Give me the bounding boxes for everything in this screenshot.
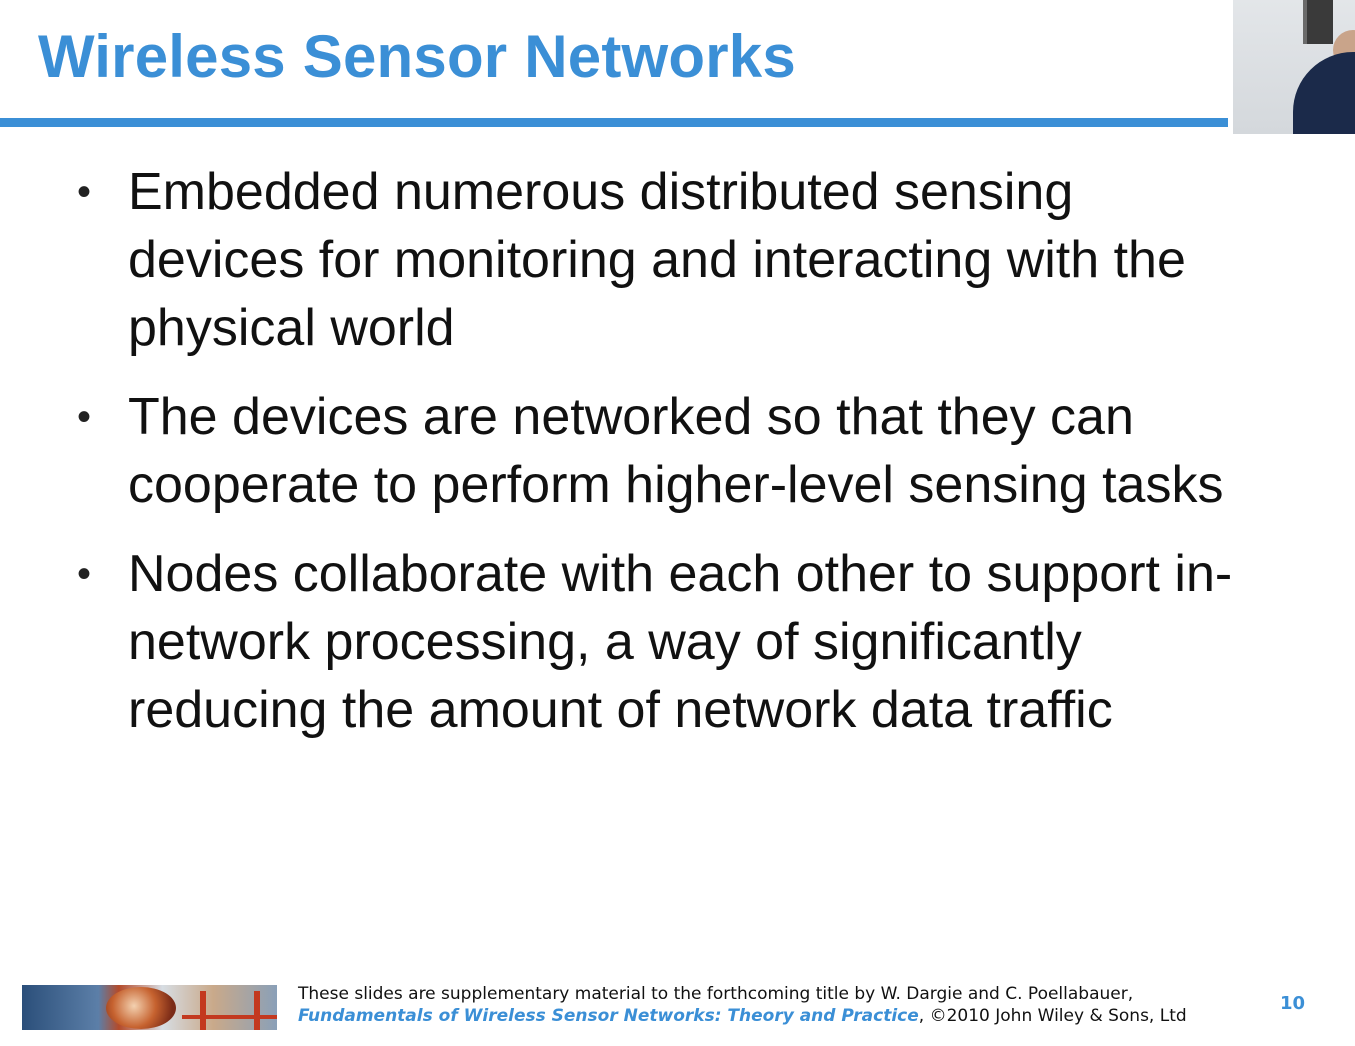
bullet-text: Embedded numerous distributed sensing devices for monitoring and interacting with the physical world (128, 163, 1186, 357)
bullet-dot-icon: • (77, 552, 92, 596)
footer-copyright: , ©2010 John Wiley & Sons, Ltd (918, 1006, 1187, 1026)
bridge-deck-graphic (182, 1015, 277, 1019)
bullet-item (0, 158, 1258, 362)
bullet-dot-icon: • (77, 395, 92, 439)
bridge-tower-graphic (200, 991, 206, 1030)
bullet-text: Nodes collaborate with each other to support in-network processing, a way of significantly reducing the amount of network data traffic (128, 545, 1233, 739)
footer-line-1: These slides are supplementary material to the forthcoming title by W. Dargie and C. Poellabauer, (298, 984, 1134, 1004)
webcam-background-frame (1303, 0, 1333, 44)
footer-banner-image (22, 985, 277, 1030)
webcam-presenter-shoulder (1293, 52, 1355, 134)
slide-title: Wireless Sensor Networks (38, 23, 796, 90)
footer-citation (298, 983, 1187, 1027)
eye-orb-graphic (106, 987, 176, 1029)
bullet-text: The devices are networked so that they can cooperate to perform higher-level sensing tasks (128, 388, 1224, 514)
bullet-dot-icon: • (77, 170, 92, 214)
bullet-list (0, 158, 1258, 765)
page-number: 10 (1280, 993, 1306, 1014)
bullet-item (0, 540, 1258, 744)
webcam-thumbnail (1233, 0, 1355, 134)
title-underline (0, 118, 1228, 127)
bullet-item (0, 383, 1258, 519)
bridge-tower-graphic (254, 991, 260, 1030)
footer-book-title: Fundamentals of Wireless Sensor Networks: Theory and Practice (298, 1006, 919, 1026)
footer-line-2 (298, 1005, 1187, 1027)
